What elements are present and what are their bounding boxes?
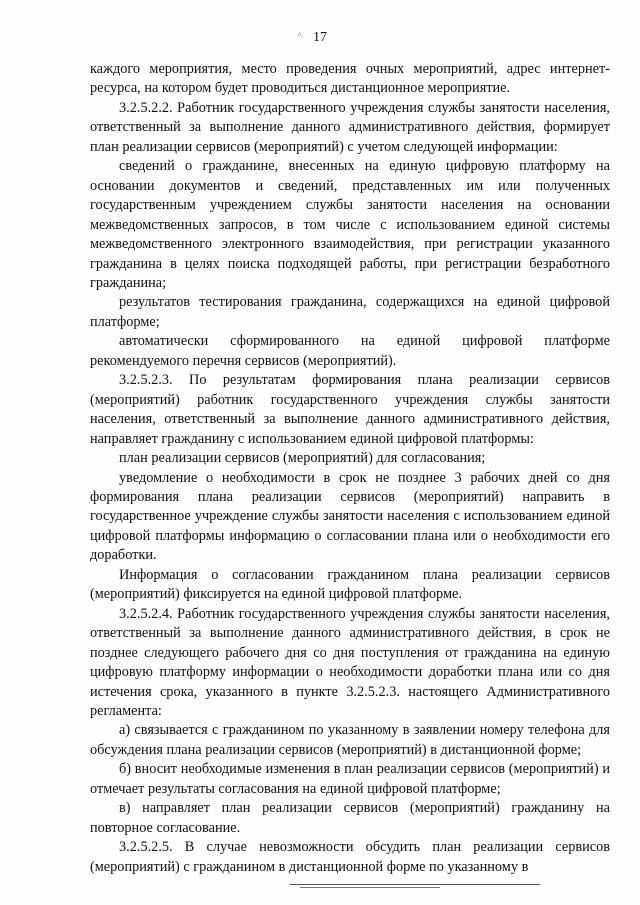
paragraph-3-2-5-2-3: 3.2.5.2.3. По результатам формирования плана реализации сервисов (мероприятий) работник государственного учреждения службы занятости населения, ответственный за выполнение данного административного действия, направляет гражданину с использованием единой цифровой платформы: (90, 372, 610, 447)
paragraph-item-c: в) направляет план реализации сервисов (мероприятий) гражданину на повторное согласование. (90, 800, 610, 836)
paragraph-3-2-5-2-4: 3.2.5.2.4. Работник государственного учреждения службы занятости населения, ответственный за выполнение данного административного действия, в срок не позднее следующего рабочего дня со дня поступления от гражданина на единую цифровую платформу информации о необходимости доработки плана или со дня истечения срока, указанного в пункте 3.2.5.2.3. настоящего Административного регламента: (90, 605, 610, 719)
paragraph-citizen-info: сведений о гражданине, внесенных на единую цифровую платформу на основании документов и сведений, представленных им или полученных государственным учреждением службы занятости населения на основании межведомственных запросов, в том числе с использованием единой системы межведомственного электронного взаимодействия, при регистрации указанного гражданина в целях поиска подходящей работы, при регистрации безработного гражданина; (90, 158, 610, 291)
paragraph-recommended-list: автоматически сформированного на единой цифровой платформе рекомендуемого перечня сервисов (мероприятий). (90, 333, 610, 369)
paragraph-test-results: результатов тестирования гражданина, содержащихся на единой цифровой платформе; (90, 294, 610, 330)
paragraph-continuation: каждого мероприятия, место проведения очных мероприятий, адрес интернет-ресурса, на котором будет проводиться дистанционное мероприятие. (90, 61, 610, 97)
page-number: 17 (313, 30, 327, 45)
paragraph-3-2-5-2-2: 3.2.5.2.2. Работник государственного учреждения службы занятости населения, ответственный за выполнение данного административного действия, формирует план реализации сервисов (мероприятий) с учетом следующей информации: (90, 99, 610, 155)
footer-rule (290, 884, 540, 885)
scan-mark: ˄ (297, 30, 303, 40)
paragraph-approval-recorded: Информация о согласовании гражданином плана реализации сервисов (мероприятий) фиксируется на единой цифровой платформе. (90, 566, 610, 603)
paragraph-item-b: б) вносит необходимые изменения в план реализации сервисов (мероприятий) и отмечает результаты согласования на единой цифровой платформе; (90, 761, 610, 797)
document-body (90, 60, 610, 877)
paragraph-notification: уведомление о необходимости в срок не позднее 3 рабочих дней со дня формирования плана реализации сервисов (мероприятий) направить в государственное учреждение службы занятости населения с использованием единой цифровой платформы информацию о согласовании плана или о необходимости его доработки. (90, 469, 610, 564)
paragraph-plan-for-approval: план реализации сервисов (мероприятий) для согласования; (119, 450, 486, 467)
paragraph-item-a: а) связывается с гражданином по указанному в заявлении номеру телефона для обсуждения плана реализации сервисов (мероприятий) в дистанционной форме; (90, 722, 610, 758)
paragraph-3-2-5-2-5: 3.2.5.2.5. В случае невозможности обсудить план реализации сервисов (мероприятий) с гражданином в дистанционной форме по указанному в (90, 839, 610, 875)
footer-rule-secondary (300, 887, 440, 888)
